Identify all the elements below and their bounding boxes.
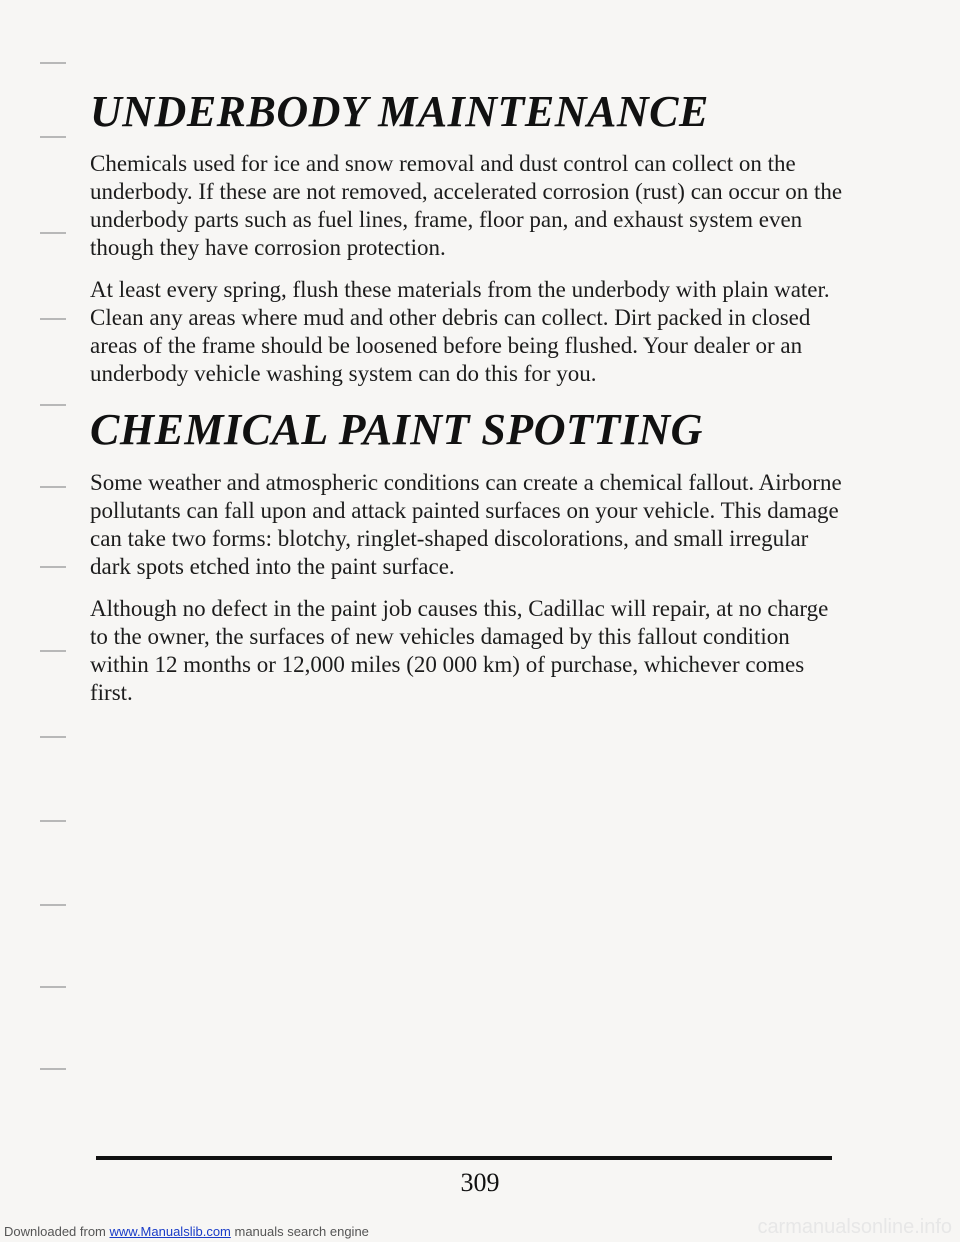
watermark-prefix: Downloaded from bbox=[4, 1224, 110, 1239]
chemical-paint-spotting-heading: CHEMICAL PAINT SPOTTING bbox=[90, 405, 703, 455]
margin-tick bbox=[40, 404, 66, 406]
margin-tick bbox=[40, 62, 66, 64]
underbody-maintenance-heading: UNDERBODY MAINTENANCE bbox=[90, 87, 709, 136]
watermark-suffix: manuals search engine bbox=[230, 1224, 369, 1239]
site-watermark: carmanualsonline.info bbox=[757, 1216, 952, 1238]
margin-tick bbox=[40, 566, 66, 568]
margin-tick bbox=[40, 820, 66, 822]
margin-tick bbox=[40, 986, 66, 988]
underbody-paragraph-1: Chemicals used for ice and snow removal and dust control can collect on the underbody. If these are not removed, accelerated corrosion (rust) can occur on the underbody parts such as fuel lines, frame, floor pan, and exhaust system even though they have corrosion protection. bbox=[90, 151, 843, 261]
margin-tick bbox=[40, 736, 66, 738]
margin-tick bbox=[40, 1068, 66, 1070]
paint-spotting-paragraph-1: Some weather and atmospheric conditions can create a chemical fallout. Airborne pollutants can fall upon and attack painted surfaces on your vehicle. This damage can take two forms: blotchy, ringlet-shaped discolorations, and small irregular dark spots etched into the paint surface. bbox=[90, 469, 842, 579]
footer-rule bbox=[96, 1156, 832, 1160]
margin-tick bbox=[40, 136, 66, 138]
margin-tick bbox=[40, 904, 66, 906]
download-watermark bbox=[4, 1224, 369, 1239]
page-content bbox=[90, 88, 850, 721]
margin-tick bbox=[40, 650, 66, 652]
margin-tick bbox=[40, 318, 66, 320]
page-number: 309 bbox=[460, 1168, 500, 1197]
margin-tick bbox=[40, 486, 66, 488]
margin-tick bbox=[40, 232, 66, 234]
manualslib-link[interactable]: www.Manualslib.com bbox=[109, 1224, 231, 1239]
underbody-paragraph-2: At least every spring, flush these materials from the underbody with plain water. Clean any areas where mud and other debris can collect. Dirt packed in closed areas of the frame should be loosened before being flushed. Your dealer or an underbody vehicle washing system can do this for you. bbox=[90, 277, 830, 387]
paint-spotting-paragraph-2: Although no defect in the paint job causes this, Cadillac will repair, at no charge to the owner, the surfaces of new vehicles damaged by this fallout condition within 12 months or 12,000 miles (20 000 km) of purchase, whichever comes first. bbox=[90, 595, 829, 705]
